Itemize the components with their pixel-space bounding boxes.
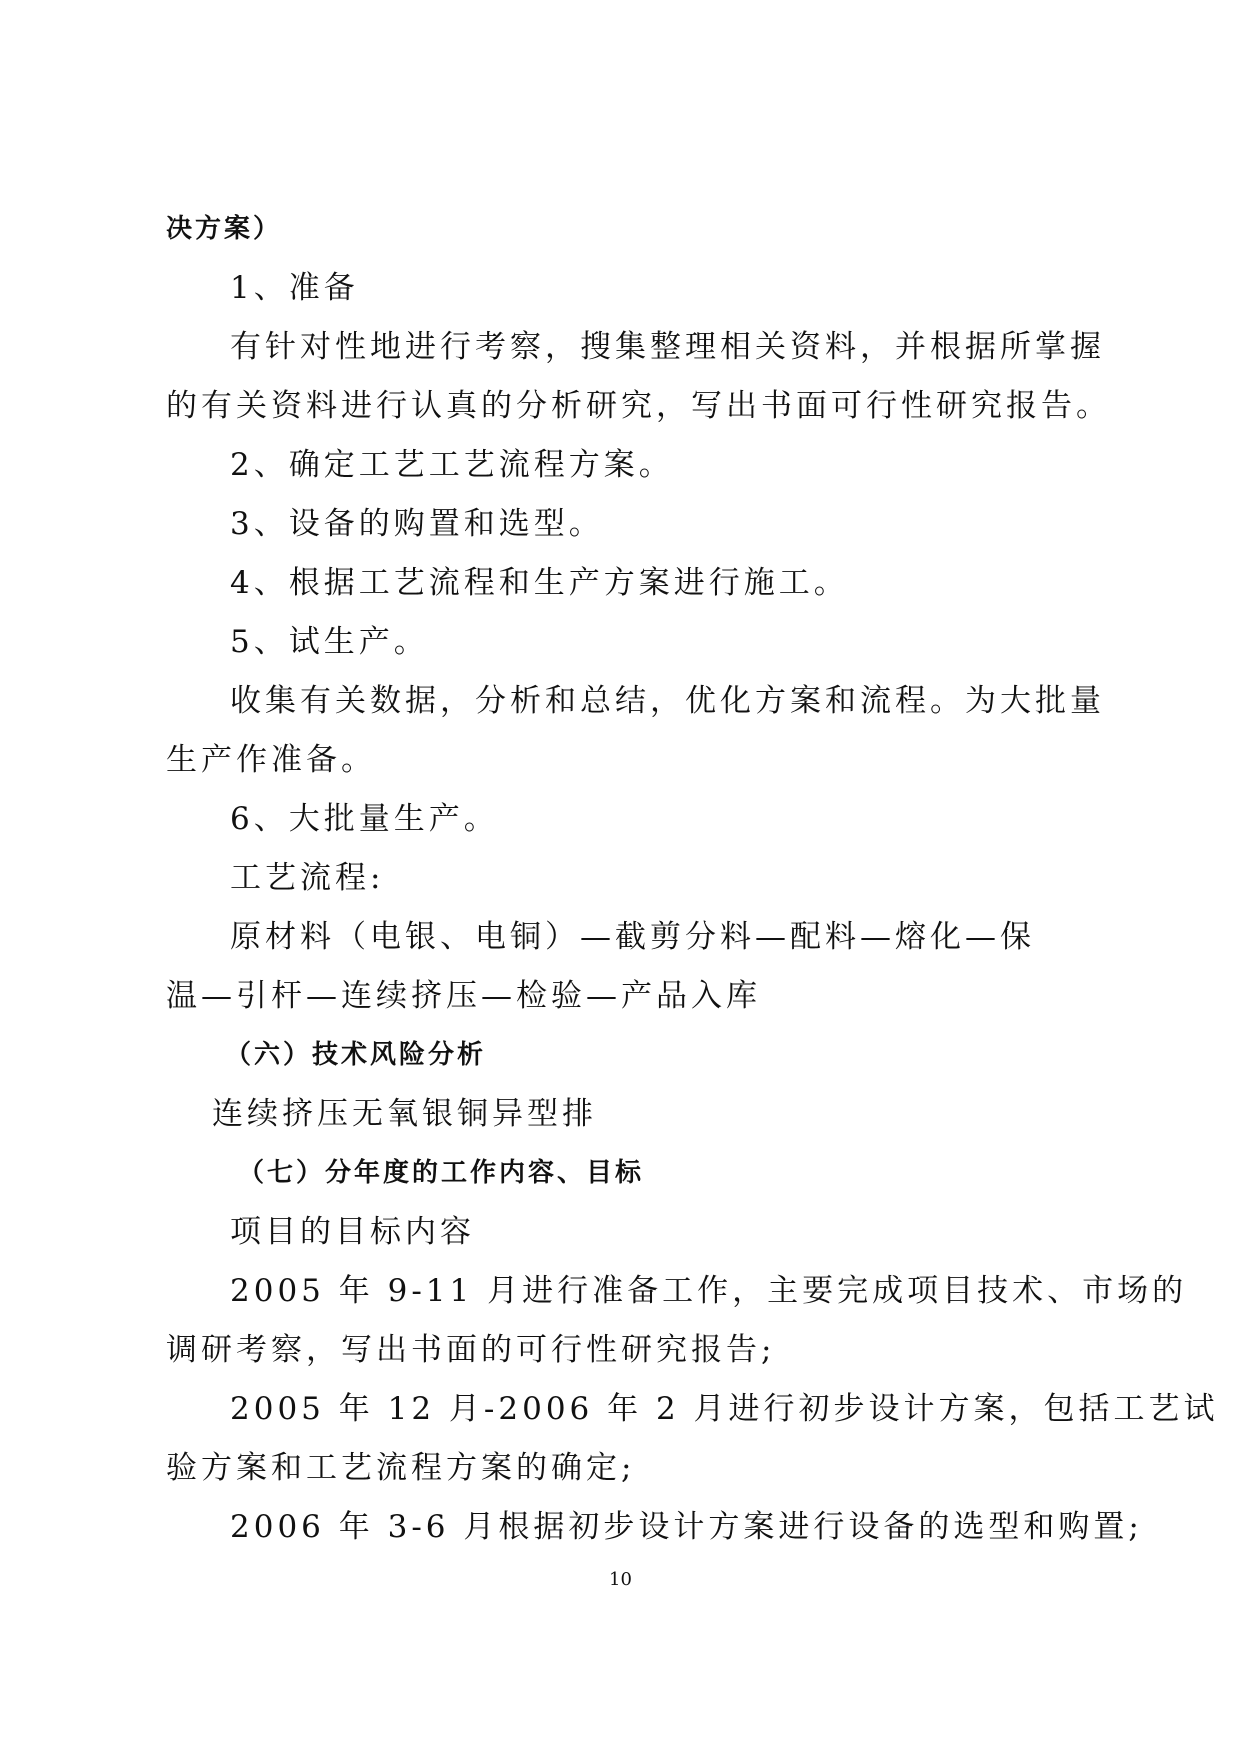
target-content-label: 项目的目标内容 — [230, 1214, 475, 1250]
process-flow-label: 工艺流程: — [230, 860, 385, 896]
list-item-trial-production: 5、试生产。 — [230, 624, 429, 660]
paragraph-preparation-line-1: 有针对性地进行考察，搜集整理相关资料，并根据所掌握 — [230, 329, 1105, 365]
schedule-2005-line-2: 调研考察，写出书面的可行性研究报告; — [166, 1332, 776, 1368]
section-continuation-heading: 决方案） — [166, 214, 283, 244]
schedule-2005-line-1: 2005 年 9-11 月进行准备工作，主要完成项目技术、市场的 — [230, 1273, 1188, 1309]
section-heading-risk-analysis: （六）技术风险分析 — [225, 1040, 487, 1070]
section-heading-annual-work: （七）分年度的工作内容、目标 — [238, 1158, 645, 1188]
page-number: 10 — [609, 1569, 632, 1590]
process-flow-line-1: 原材料（电银、电铜）—截剪分料—配料—熔化—保 — [230, 919, 1035, 955]
paragraph-trial-line-2: 生产作准备。 — [166, 742, 376, 778]
list-item-process-plan: 2、确定工艺工艺流程方案。 — [230, 447, 674, 483]
paragraph-preparation-line-2: 的有关资料进行认真的分析研究，写出书面可行性研究报告。 — [166, 388, 1111, 424]
schedule-2005-2006-line-1: 2005 年 12 月-2006 年 2 月进行初步设计方案，包括工艺试 — [230, 1391, 1219, 1427]
list-item-mass-production: 6、大批量生产。 — [230, 801, 499, 837]
list-item-preparation: 1、准备 — [230, 270, 359, 306]
list-item-equipment: 3、设备的购置和选型。 — [230, 506, 604, 542]
schedule-2005-2006-line-2: 验方案和工艺流程方案的确定; — [166, 1450, 636, 1486]
process-flow-line-2: 温—引杆—连续挤压—检验—产品入库 — [166, 978, 761, 1014]
paragraph-trial-line-1: 收集有关数据，分析和总结，优化方案和流程。为大批量 — [230, 683, 1105, 719]
list-item-construction: 4、根据工艺流程和生产方案进行施工。 — [230, 565, 849, 601]
risk-analysis-text: 连续挤压无氧银铜异型排 — [212, 1096, 597, 1132]
schedule-2006-line: 2006 年 3-6 月根据初步设计方案进行设备的选型和购置; — [230, 1509, 1143, 1545]
